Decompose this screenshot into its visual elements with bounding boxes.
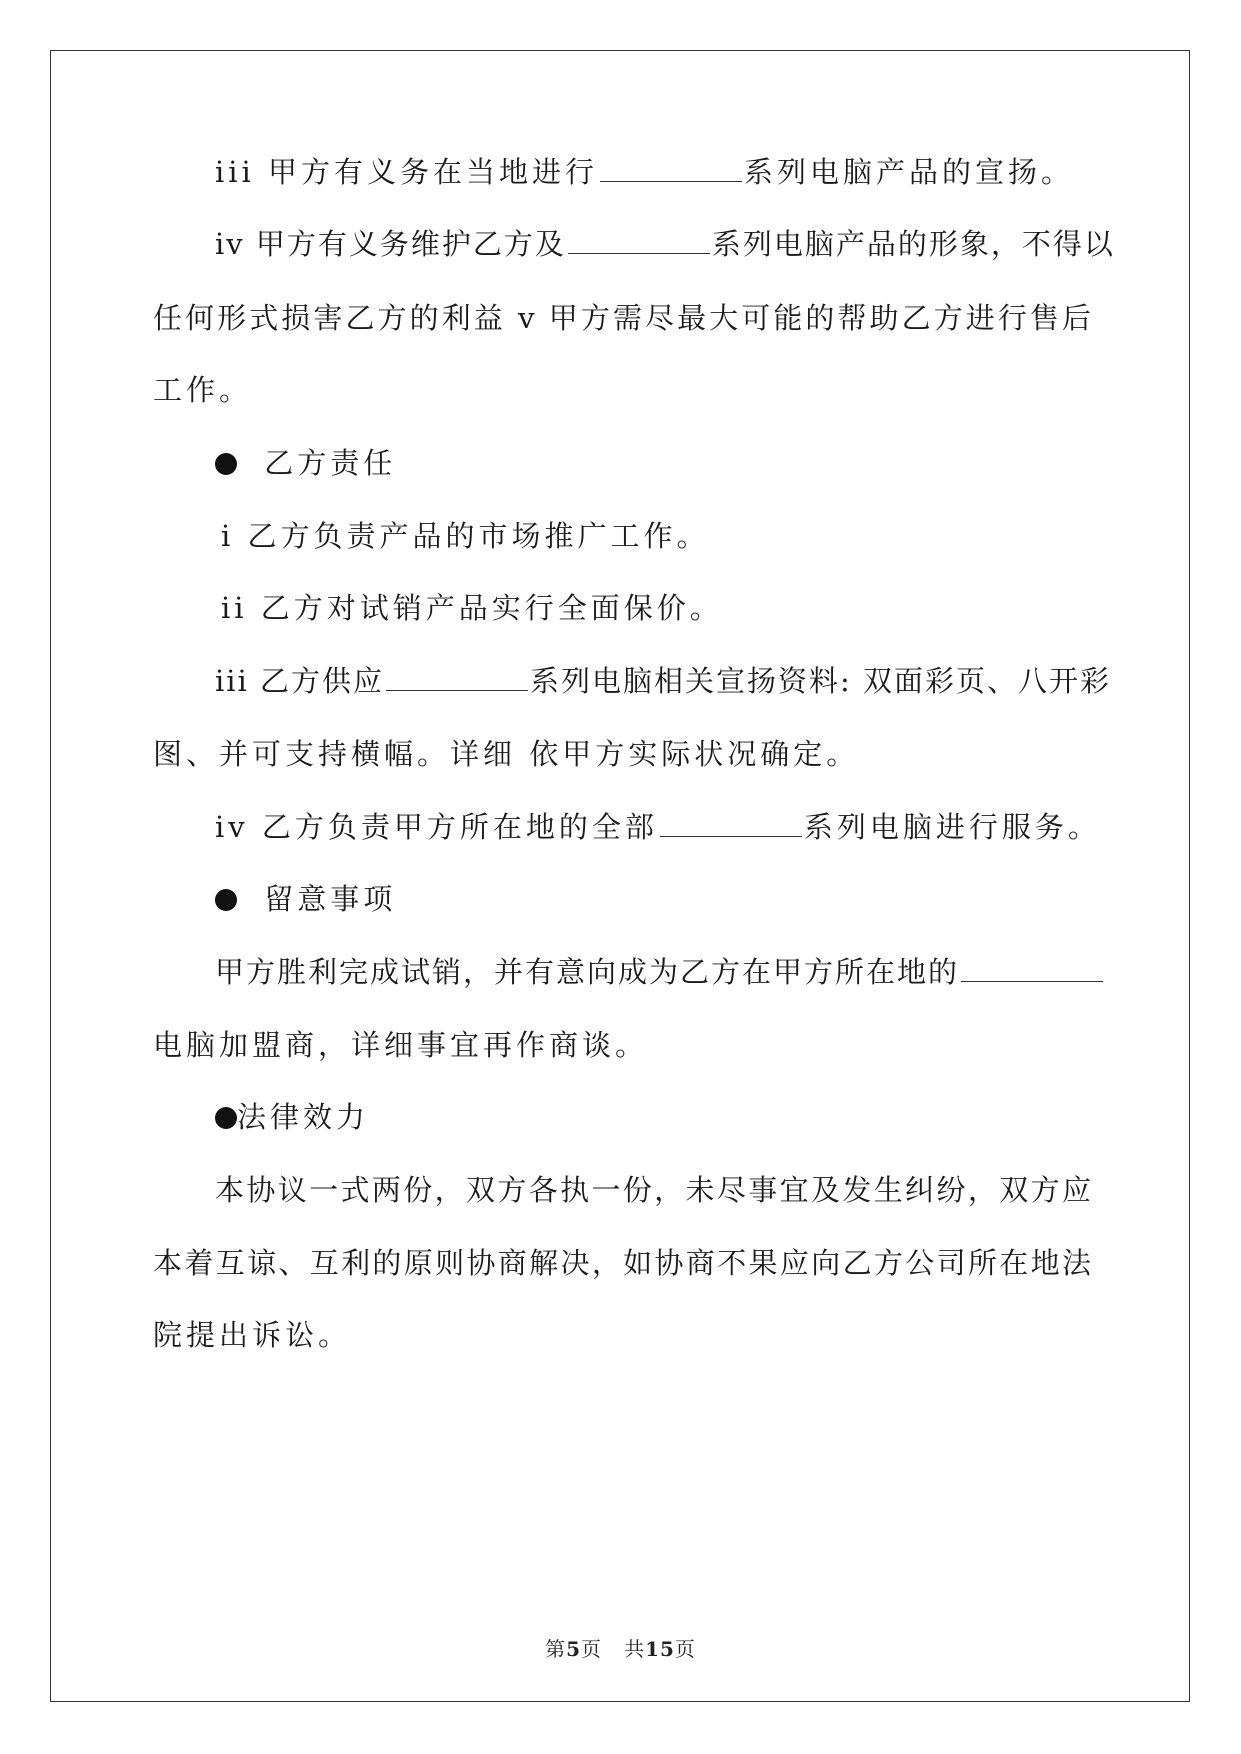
paragraph-ii-party-b: ii 乙方对试销产品实行全面保价。	[221, 591, 723, 625]
paragraph-iv-party-a-line2: 任何形式损害乙方的利益 v 甲方需尽最大可能的帮助乙方进行售后	[153, 301, 1093, 335]
heading-text: 法律效力	[237, 1100, 370, 1134]
bullet-icon	[215, 889, 237, 911]
heading-text: 乙方责任	[264, 446, 397, 480]
footer-text: 共	[624, 1637, 646, 1661]
bullet-icon	[215, 453, 237, 475]
paragraph-iv-party-a-line3: 工作。	[153, 373, 253, 407]
heading-party-b-responsibility	[215, 446, 397, 480]
blank-field	[600, 159, 742, 182]
paragraph-iii-party-a	[215, 155, 1075, 189]
page-border	[50, 50, 1190, 1702]
text: 甲方胜利完成试销，并有意向成为乙方在甲方所在地的	[215, 955, 960, 989]
paragraph-iv-party-a	[215, 227, 1115, 261]
text: 系列电脑产品的宣扬。	[744, 155, 1075, 189]
text: 系列电脑产品的形象，不得以	[711, 227, 1115, 261]
paragraph-i-party-b: i 乙方负责产品的市场推广工作。	[221, 519, 710, 553]
text: iv 乙方负责甲方所在地的全部	[215, 810, 658, 844]
total-pages: 15	[645, 1637, 675, 1661]
blank-field	[660, 814, 802, 837]
blank-field	[386, 668, 528, 691]
text: iii 甲方有义务在当地进行	[215, 155, 599, 189]
bullet-icon	[215, 1107, 237, 1129]
paragraph-iii-party-b	[215, 664, 1112, 698]
heading-text: 留意事项	[264, 882, 397, 916]
paragraph-iii-party-b-line2: 图、并可支持横幅。详细 依甲方实际状况确定。	[153, 737, 860, 771]
heading-legal-effect	[215, 1100, 370, 1134]
text: 系列电脑相关宣扬资料: 双面彩页、八开彩	[530, 664, 1112, 698]
heading-notes	[215, 882, 397, 916]
paragraph-notes	[215, 955, 1093, 989]
paragraph-legal-line2: 本着互谅、互利的原则协商解决，如协商不果应向乙方公司所在地法	[153, 1246, 1093, 1280]
paragraph-iv-party-b	[215, 810, 1101, 844]
paragraph-legal-line3: 院提出诉讼。	[153, 1318, 352, 1352]
blank-field	[568, 231, 710, 254]
blank-field	[961, 959, 1103, 982]
page-footer	[0, 1633, 1241, 1662]
footer-text: 页	[581, 1637, 602, 1661]
page-number: 5	[566, 1637, 581, 1661]
text: iii 乙方供应	[215, 664, 385, 698]
paragraph-notes-line2: 电脑加盟商，详细事宜再作商谈。	[153, 1028, 649, 1062]
text: 系列电脑进行服务。	[803, 810, 1101, 844]
footer-text: 页	[674, 1637, 696, 1661]
text: iv 甲方有义务维护乙方及	[215, 227, 566, 261]
footer-text: 第	[545, 1637, 567, 1661]
paragraph-legal-line1: 本协议一式两份，双方各执一份，未尽事宜及发生纠纷，双方应	[215, 1173, 1093, 1207]
